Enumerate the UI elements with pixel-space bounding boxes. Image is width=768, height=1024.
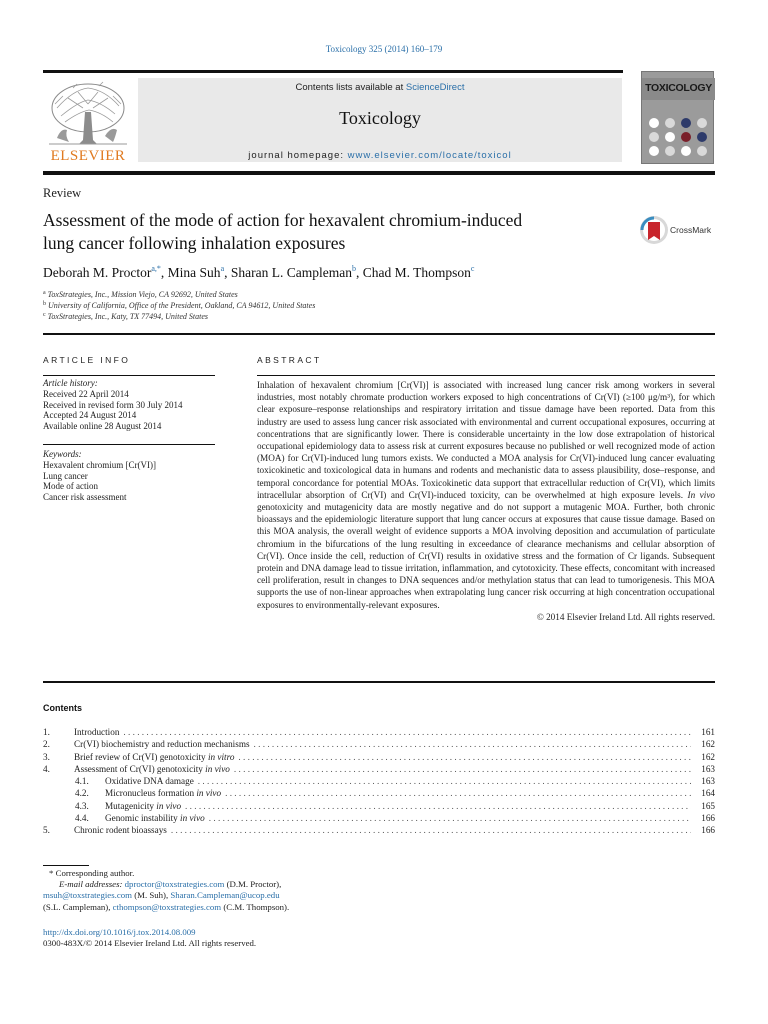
email-link[interactable]: cthompson@toxstrategies.com [112, 901, 222, 912]
toc-entry[interactable] [43, 775, 715, 787]
toc-number: 4.4. [75, 813, 89, 824]
article-type: Review [43, 186, 82, 200]
article-info-rule [43, 375, 215, 376]
history-received: Received 22 April 2014 [43, 388, 129, 399]
history-revised: Received in revised form 30 July 2014 [43, 399, 183, 410]
author-1: Deborah M. Proctor$^{a,*}$, [43, 264, 168, 280]
toc-entry[interactable] [43, 738, 715, 750]
author-2: Mina Suh$^a$, [167, 264, 231, 280]
toc-entry[interactable] [43, 824, 715, 836]
toc-number: 4.3. [75, 800, 89, 811]
cover-title: TOXICOLOGY [645, 82, 712, 94]
toc-title: Micronucleus formation in vivo [105, 788, 222, 799]
elsevier-logo [43, 78, 133, 166]
toc-number: 4.1. [75, 776, 89, 787]
article-history-label: Article history: [43, 378, 98, 388]
toc-entry[interactable] [43, 763, 715, 775]
cover-dots-icon [646, 116, 712, 160]
keyword-item: Hexavalent chromium [Cr(VI)] [43, 459, 156, 470]
contents-available-prefix: Contents lists available at [295, 82, 406, 93]
footnotes [43, 868, 373, 913]
journal-homepage-link[interactable]: www.elsevier.com/locate/toxicol [347, 150, 512, 161]
toc-page-number: 163 [701, 776, 715, 787]
keyword-item: Cancer risk assessment [43, 492, 127, 503]
journal-cover-thumbnail[interactable] [641, 71, 714, 164]
journal-homepage-line [138, 150, 622, 161]
keyword-item: Mode of action [43, 481, 98, 492]
toc-entry[interactable] [43, 787, 715, 799]
journal-name: Toxicology [339, 108, 421, 128]
email-link[interactable]: dproctor@toxstrategies.com [124, 879, 225, 890]
homepage-prefix: journal homepage: [248, 150, 348, 161]
table-of-contents [43, 726, 715, 837]
toc-number: 3. [43, 751, 50, 762]
crossmark-badge[interactable] [638, 213, 716, 247]
affiliation-divider [43, 333, 715, 335]
header-top-rule [43, 70, 623, 73]
toc-number: 4.2. [75, 788, 89, 799]
journal-header-band [138, 78, 622, 162]
elsevier-wordmark: ELSEVIER [50, 148, 126, 164]
email-line-1: E-mail addresses: dproctor@toxstrategies.com (D.M. Proctor), [59, 879, 282, 890]
keywords-label: Keywords: [43, 449, 82, 459]
toc-entry[interactable] [43, 800, 715, 812]
doi-link[interactable]: http://dx.doi.org/10.1016/j.tox.2014.08.009 [43, 927, 196, 937]
toc-page-number: 162 [701, 751, 715, 762]
toc-leader-dots [185, 800, 691, 812]
author-3: Sharan L. Campleman$^b$, [230, 264, 363, 280]
email-line-2: msuh@toxstrategies.com (M. Suh), Sharan.Campleman@ucop.edu [43, 890, 280, 901]
keywords [43, 449, 223, 503]
toc-page-number: 164 [701, 788, 715, 799]
toc-title: Brief review of Cr(VI) genotoxicity in vitro [74, 751, 235, 762]
article-title-line-2: lung cancer following inhalation exposures [43, 233, 346, 253]
email-link[interactable]: msuh@toxstrategies.com [43, 890, 132, 901]
email-line-3: (S.L. Campleman), cthompson@toxstrategies.com (C.M. Thompson). [43, 901, 290, 912]
toc-title: Assessment of Cr(VI) genotoxicity in vivo [74, 763, 230, 774]
header-bottom-rule [43, 171, 715, 175]
corresponding-author-note: * Corresponding author. [49, 868, 135, 878]
abstract-copyright: © 2014 Elsevier Ireland Ltd. All rights reserved. [536, 611, 715, 622]
article-title [43, 209, 633, 255]
toc-number: 4. [43, 763, 50, 774]
toc-number: 5. [43, 825, 50, 836]
toc-title: Oxidative DNA damage [105, 776, 194, 787]
toc-entry[interactable] [43, 812, 715, 824]
toc-leader-dots [198, 775, 691, 787]
abstract-heading: ABSTRACT [257, 355, 322, 365]
toc-leader-dots [254, 738, 691, 750]
toc-page-number: 163 [701, 763, 715, 774]
contents-available-line [138, 82, 622, 93]
history-accepted: Accepted 24 August 2014 [43, 410, 137, 421]
abstract-block [257, 375, 715, 624]
email-link[interactable]: Sharan.Campleman@ucop.edu [170, 890, 280, 901]
issn-copyright: 0300-483X/© 2014 Elsevier Ireland Ltd. All rights reserved. [43, 938, 257, 949]
affiliation-c: $^c$ ToxStrategies, Inc., Katy, TX 77494, United States [43, 312, 209, 321]
affiliation-a: $^a$ ToxStrategies, Inc., Mission Viejo, CA 92692, United States [43, 290, 238, 299]
toc-leader-dots [123, 726, 691, 738]
toc-page-number: 166 [701, 825, 715, 836]
article-info-heading: ARTICLE INFO [43, 355, 131, 365]
toc-title: Introduction [74, 727, 120, 737]
toc-leader-dots [209, 812, 691, 824]
author-list [43, 264, 474, 281]
contents-divider [43, 681, 715, 683]
doi-block [43, 927, 256, 949]
crossmark-icon [638, 213, 670, 247]
toc-page-number: 161 [701, 727, 715, 737]
toc-title: Cr(VI) biochemistry and reduction mechanisms [74, 739, 250, 750]
article-history [43, 378, 223, 432]
keyword-item: Lung cancer [43, 470, 88, 481]
toc-entry[interactable] [43, 751, 715, 763]
toc-title: Genomic instability in vivo [105, 813, 205, 824]
affiliation-b: $^b$ University of California, Office of the President, Oakland, CA 94612, United States [43, 301, 316, 310]
toc-number: 1. [43, 727, 50, 737]
journal-reference[interactable]: Toxicology 325 (2014) 160–179 [325, 44, 443, 54]
article-title-line-1: Assessment of the mode of action for hexavalent chromium-induced [43, 210, 523, 230]
history-online: Available online 28 August 2014 [43, 421, 162, 432]
toc-leader-dots [225, 787, 691, 799]
toc-leader-dots [238, 751, 691, 763]
toc-title: Mutagenicity in vivo [105, 800, 182, 811]
toc-leader-dots [171, 824, 691, 836]
crossmark-label: CrossMark [670, 225, 712, 235]
footnote-rule [43, 865, 89, 866]
toc-leader-dots [234, 763, 691, 775]
contents-heading: Contents [43, 703, 82, 713]
toc-page-number: 162 [701, 739, 715, 750]
abstract-text: Inhalation of hexavalent chromium [Cr(VI)] is associated with increased lung cancer risk among workers in several industries, most notably chromate production workers exposed to high concentrations of Cr(VI) (≥100 μg/m³), for which clear exposure–response relationships and respiratory irritation and tissue damage have been reported. Data from this industry are used to assess lung cancer risk associated with environmental and current occupational exposures, occurring at concentrations that are significantly lower. There is considerable uncertainty in the low dose extrapolation of historical occupational epidemiology data to assess risk at current exposures because no published or well recognized mode of action (MOA) for Cr(VI)-induced lung tumors exists. We conducted a MOA analysis for Cr(VI)-induced lung cancer evaluating toxicokinetic and toxicological data in humans and rodents and mechanistic data to assess plausibility, dose–response, and temporal concordance for potential MOAs. Toxicokinetic data support that extracellular reduction of Cr(VI), which limits intracellular absorption of Cr(VI) and Cr(VI)-induced toxicity, can be overwhelmed at high exposure levels. In vivo genotoxicity and mutagenicity data are mostly negative and do not support a mutagenic MOA. Further, both chronic bioassays and the epidemiologic literature support that lung cancer occurs at exposures that cause tissue damage. Based on this MOA analysis, the overall weight of evidence supports a MOA involving deposition and accumulation of particulate chromium in the bifurcations of the lung resulting in exceedance of clearance mechanisms and cellular absorption of Cr(VI). Once inside the cell, reduction of Cr(VI) results in oxidative stress and the formation of Cr ligands. Subsequent protein and DNA damage lead to tissue irritation, inflammation, and cytotoxicity. These effects, concomitant with increased cell proliferation, result in changes to DNA sequences and/or methylation status that can lead to tumorigenesis. This MOA supports the use of non-linear approaches when extrapolating lung cancer risk occurring at high concentration occupational exposures to environmentally-relevant exposures. [257, 380, 715, 610]
author-4: Chad M. Thompson$^c$ [362, 264, 475, 280]
keywords-rule [43, 444, 215, 445]
toc-title: Chronic rodent bioassays [74, 825, 167, 836]
toc-entry[interactable] [43, 726, 715, 738]
toc-number: 2. [43, 739, 50, 750]
toc-page-number: 166 [701, 813, 715, 824]
sciencedirect-link[interactable]: ScienceDirect [405, 82, 465, 93]
toc-page-number: 165 [701, 800, 715, 811]
